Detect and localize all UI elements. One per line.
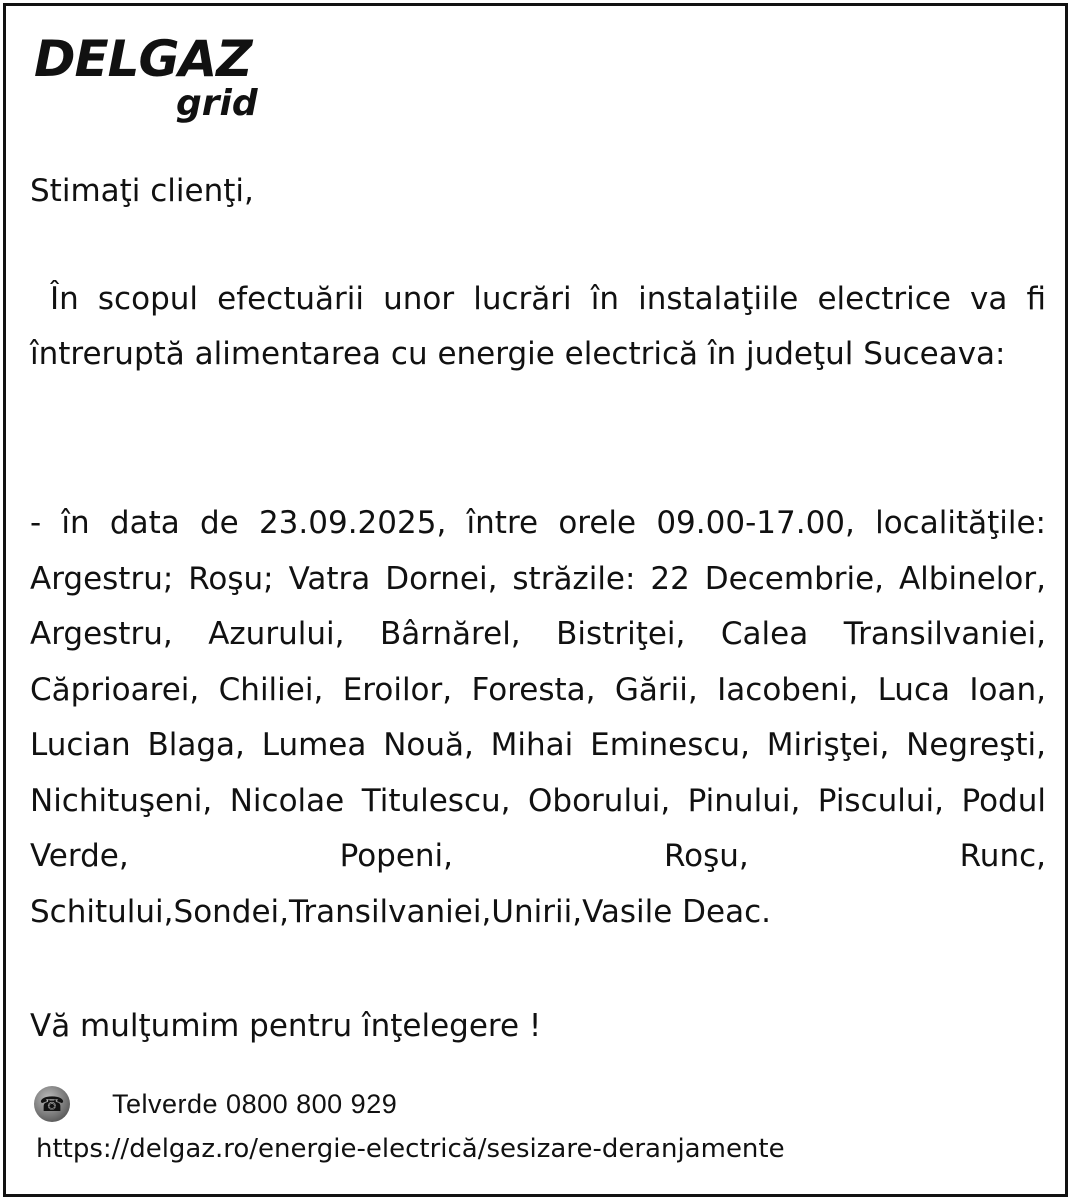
outage-schedule: - în data de 23.09.2025, între orele 09.00-17.00, localităţile: Argestru; Roşu; Vatra Dornei, străzile: 22 Decembrie, Albinelor, Argestru, Azurului, Bârnărel, Bistriţei, Calea Transilvaniei, Căprioarei, Chiliei, Eroilor, Foresta, Gării, Iacobeni, Luca Ioan, Lucian Blaga, Lumea Nouă, Mihai Eminescu, Mirişţei, Negreşti, Nichituşeni, Nicolae Titulescu, Oborului, Pinului, Piscului, Podul Verde, Popeni, Roşu, Runc, Schitului,Sondei,Transilvaniei,Unirii,Vasile Deac. (30, 505, 1046, 930)
logo-subtitle: grid (176, 83, 258, 124)
intro-paragraph: În scopul efectuării unor lucrări în instalaţiile electrice va fi întreruptă alimentarea cu energie electrică în judeţul Suceava: (30, 281, 1046, 372)
thanks-line: Vă mulţumim pentru înţelegere ! (30, 1008, 542, 1044)
logo-wordmark: DELGAZ (34, 30, 252, 88)
phone-contact (34, 1084, 634, 1124)
fault-report-link[interactable]: https://delgaz.ro/energie-electrică/sesizare-deranjamente (36, 1134, 785, 1164)
greeting: Stimaţi clienţi, (30, 173, 254, 209)
phone-icon: ☎ (34, 1086, 70, 1122)
phone-number: Telverde 0800 800 929 (112, 1089, 398, 1119)
delgaz-grid-logo (34, 30, 274, 126)
